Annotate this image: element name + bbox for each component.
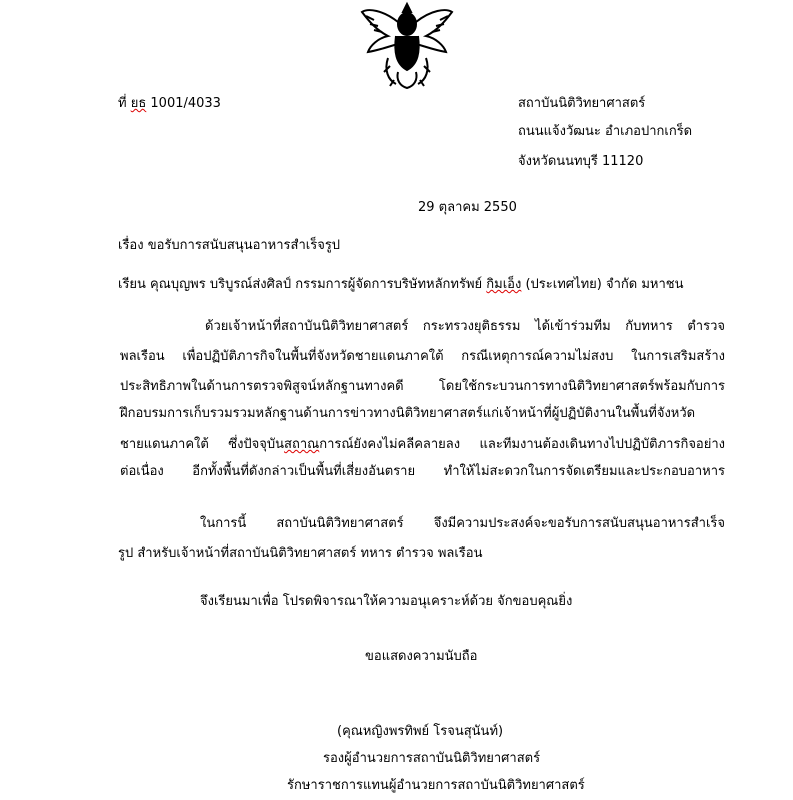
address-line-1: สถาบันนิติวิทยาศาสตร์ [518, 96, 646, 111]
paragraph2-line: รูป สำหรับเจ้าหน้าที่สถาบันนิติวิทยาศาสตร์ ทหาร ตำรวจ พลเรือน [118, 546, 483, 561]
address-line-3: จังหวัดนนทบุรี 11120 [518, 154, 644, 169]
paragraph1-line: ต่อเนื่อง อีกทั้งพื้นที่ดังกล่าวเป็นพื้นที่เสี่ยงอันตราย ทำให้ไม่สะดวกในการจัดเตรียมและประกอบอาหาร [120, 464, 725, 479]
signatory-title: รองผู้อำนวยการสถาบันนิติวิทยาศาสตร์ [323, 751, 541, 766]
recipient-text: เรียน คุณบุญพร บริบูรณ์ส่งศิลป์ กรรมการผู้จัดการบริษัทหลักทรัพย์ [118, 277, 487, 292]
recipient-company: กิมเอ็ง [486, 277, 522, 292]
closing-request: จึงเรียนมาเพื่อ โปรดพิจารณาให้ความอนุเคราะห์ด้วย จักขอบคุณยิ่ง [200, 594, 573, 609]
address-line-2: ถนนแจ้งวัฒนะ อำเภอปากเกร็ด [518, 124, 693, 139]
paragraph1-line: ด้วยเจ้าหน้าที่สถาบันนิติวิทยาศาสตร์ กระทรวงยุติธรรม ได้เข้าร่วมทีม กับทหาร ตำรวจ [205, 319, 725, 334]
text-segment: ชายแดนภาคใต้ ซึ่งปัจจุบัน [120, 437, 285, 452]
signatory-acting-title: รักษาราชการแทนผู้อำนวยการสถาบันนิติวิทยาศาสตร์ [287, 778, 585, 793]
text-segment: การณ์ยังคงไม่คลีคลายลง และทีมงานต้องเดินทางไปปฏิบัติภารกิจอย่าง [319, 437, 726, 452]
closing-salutation: ขอแสดงความนับถือ [365, 649, 478, 664]
recipient-line [118, 276, 683, 294]
paragraph1-line: พลเรือน เพื่อปฏิบัติภารกิจในพื้นที่จังหวัดชายแดนภาคใต้ กรณีเหตุการณ์ความไม่สงบ ในการเสริมสร้าง [120, 349, 725, 364]
paragraph1-line [120, 436, 725, 454]
subject-line: เรื่อง ขอรับการสนับสนุนอาหารสำเร็จรูป [118, 238, 341, 253]
reference-code: ยธ [130, 96, 147, 111]
paragraph2-line: ในการนี้ สถาบันนิติวิทยาศาสตร์ จึงมีความประสงค์จะขอรับการสนับสนุนอาหารสำเร็จ [200, 516, 725, 531]
paragraph1-line: ประสิทธิภาพในด้านการตรวจพิสูจน์หลักฐานทางคดี โดยใช้กระบวนการทางนิติวิทยาศาสตร์พร้อมกับการ [120, 379, 725, 394]
letter-date: 29 ตุลาคม 2550 [418, 200, 517, 215]
paragraph1-line: ฝึกอบรมการเก็บรวมรวมหลักฐานด้านการข่าวทางนิติวิทยาศาสตร์แก่เจ้าหน้าที่ผู้ปฏิบัติงานในพื้นที่จังหวัด [120, 406, 696, 421]
misspelled-word: สถาณ [284, 437, 320, 452]
recipient-text-end: (ประเทศไทย) จำกัด มหาชน [521, 277, 684, 292]
reference-digits: 1001/4033 [146, 96, 221, 111]
signatory-name: (คุณหญิงพรทิพย์ โรจนสุนันท์) [337, 724, 504, 739]
reference-prefix: ที่ [118, 96, 131, 111]
garuda-emblem-icon [358, 0, 456, 90]
reference-number [118, 95, 221, 113]
